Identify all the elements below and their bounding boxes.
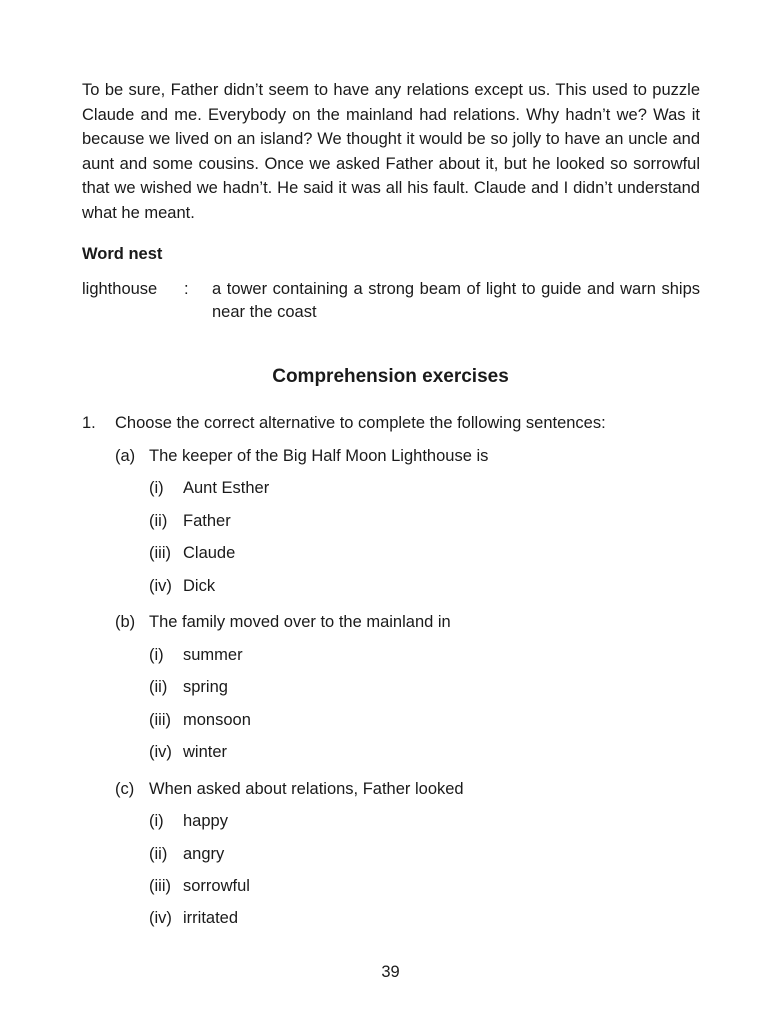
question-prompt: Choose the correct alternative to complete the following sentences: <box>115 414 606 432</box>
option-text: angry <box>183 845 225 863</box>
part-text: The keeper of the Big Half Moon Lighthouse is <box>149 447 489 465</box>
option-label: (iv) <box>149 743 172 761</box>
option-label: (iii) <box>149 544 171 562</box>
option-label: (iv) <box>149 909 172 927</box>
option-text: irritated <box>183 909 239 927</box>
option-label: (ii) <box>149 678 168 696</box>
option-label: (iii) <box>149 877 171 895</box>
option-label: (ii) <box>149 512 168 530</box>
page-number: 39 <box>381 963 400 981</box>
option-text: spring <box>183 678 228 696</box>
part-label: (a) <box>115 447 136 465</box>
option-text: sorrowful <box>183 877 250 895</box>
glossary-term: lighthouse <box>82 280 158 298</box>
part-label: (b) <box>115 613 136 631</box>
option-label: (ii) <box>149 845 168 863</box>
part-text: The family moved over to the mainland in <box>149 613 451 631</box>
glossary-separator: : <box>184 280 189 298</box>
option-text: Father <box>183 512 231 530</box>
option-label: (iv) <box>149 577 172 595</box>
option-text: summer <box>183 646 243 664</box>
option-label: (iii) <box>149 711 171 729</box>
option-text: winter <box>183 743 228 761</box>
word-nest-heading: Word nest <box>82 245 163 263</box>
part-text: When asked about relations, Father looked <box>149 780 464 798</box>
option-label: (i) <box>149 479 164 497</box>
question-number: 1. <box>82 414 96 432</box>
part-label: (c) <box>115 780 135 798</box>
option-text: Aunt Esther <box>183 479 270 497</box>
option-text: happy <box>183 812 228 830</box>
option-text: Claude <box>183 544 236 562</box>
comprehension-heading: Comprehension exercises <box>272 366 509 387</box>
intro-paragraph: To be sure, Father didn’t seem to have any relations except us. This used to puzzle Claude and me. Everybody on the mainland had relations. Why hadn’t we? Was it because we lived on an island? We thought it would be so jolly to have an uncle and aunt and some cousins. Once we asked Father about it, but he looked so sorrowful that we wished we hadn’t. He said it was all his fault. Claude and I didn’t understand what he meant. <box>82 81 700 222</box>
glossary-definition: a tower containing a strong beam of light to guide and warn ships near the coast <box>212 280 700 321</box>
option-text: Dick <box>183 577 216 595</box>
option-text: monsoon <box>183 711 251 729</box>
option-label: (i) <box>149 812 164 830</box>
option-label: (i) <box>149 646 164 664</box>
